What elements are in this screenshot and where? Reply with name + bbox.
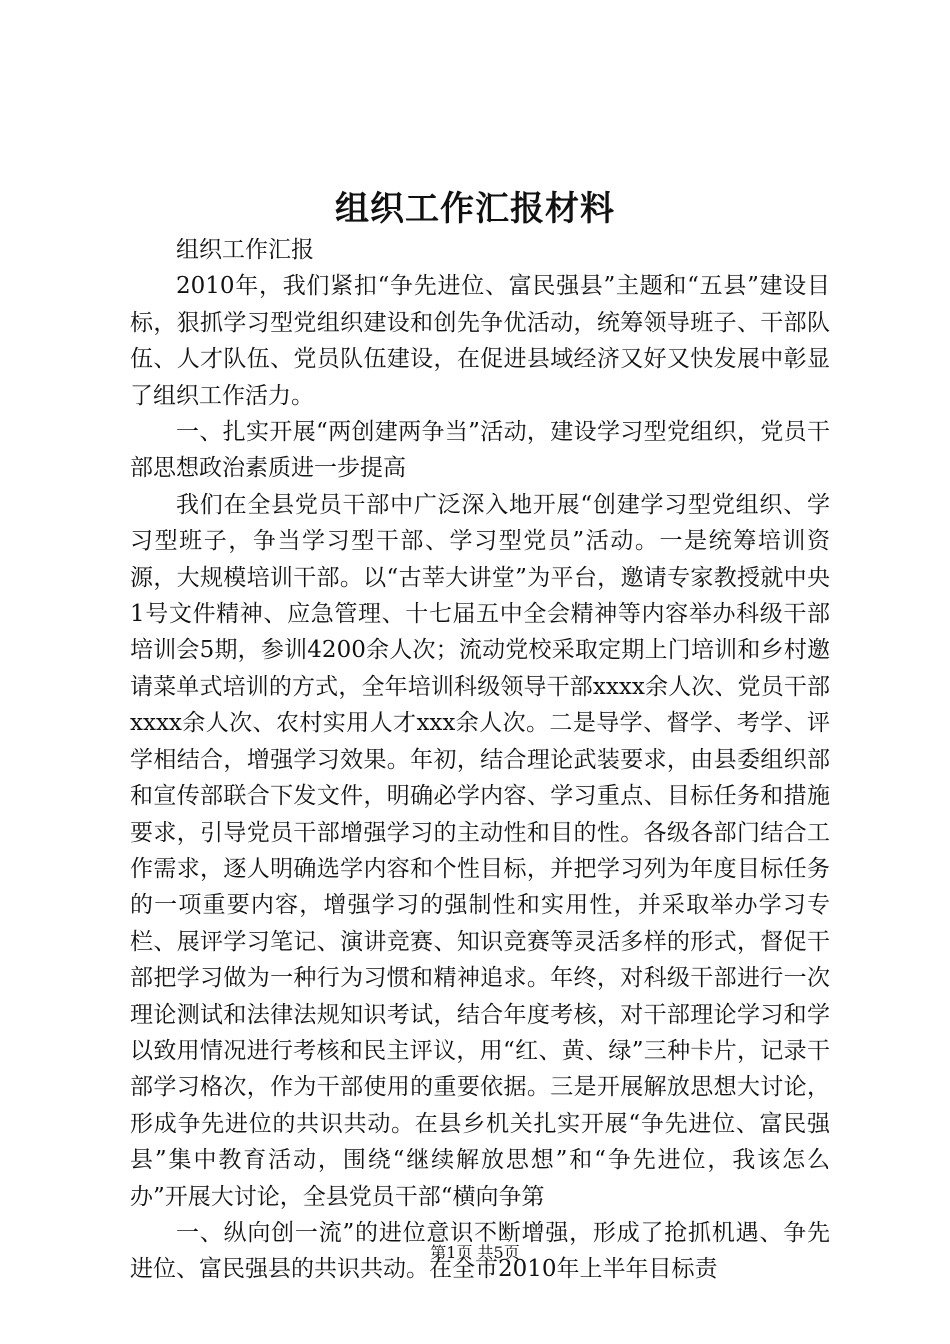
paragraph-intro: 2010年，我们紧扣“争先进位、富民强县”主题和“五县”建设目标，狠抓学习型党组织建设和创先争优活动，统筹领导班子、干部队伍、人才队伍、党员队伍建设，在促进县域经济又好又快发展中彰显了组织工作活力。 <box>130 273 830 409</box>
paragraph-continuation: 一、纵向创一流”的进位意识不断增强，形成了抢抓机遇、争先进位、富民强县的共识共动。在全市2010年上半年目标责 <box>130 1219 830 1283</box>
document-title: 组织工作汇报材料 <box>335 189 615 229</box>
paragraph-section-1-body: 我们在全县党员干部中广泛深入地开展“创建学习型党组织、学习型班子，争当学习型干部、学习型党员”活动。一是统筹培训资源，大规模培训干部。以“古莘大讲堂”为平台，邀请专家教授就中央1号文件精神、应急管理、十七届五中全会精神等内容举办科级干部培训会5期，参训4200余人次；流动党校采取定期上门培训和乡村邀请菜单式培训的方式，全年培训科级领导干部xxxx余人次、党员干部xxxx余人次、农村实用人才xxx余人次。二是导学、督学、考学、评学相结合，增强学习效果。年初，结合理论武装要求，由县委组织部和宣传部联合下发文件，明确必学内容、学习重点、目标任务和措施要求，引导党员干部增强学习的主动性和目的性。各级各部门结合工作需求，逐人明确选学内容和个性目标，并把学习列为年度目标任务的一项重要内容，增强学习的强制性和实用性，并采取举办学习专栏、展评学习笔记、演讲竞赛、知识竞赛等灵活多样的形式，督促干部把学习做为一种行为习惯和精神追求。年终，对科级干部进行一次理论测试和法律法规知识考试，结合年度考核，对干部理论学习和学以致用情况进行考核和民主评议，用“红、黄、绿”三种卡片，记录干部学习格次，作为干部使用的重要依据。三是开展解放思想大讨论，形成争先进位的共识共动。在县乡机关扎实开展“争先进位、富民强县”集中教育活动，围绕“继续解放思想”和“争先进位，我该怎么办”开展大讨论，全县党员干部“横向争第 <box>130 491 830 1210</box>
page-number-footer: 第1页 共5页 <box>430 1243 520 1262</box>
paragraph-heading-label: 组织工作汇报 <box>176 237 314 263</box>
section-heading-1: 一、扎实开展“两创建两争当”活动，建设学习型党组织，党员干部思想政治素质进一步提高 <box>130 419 830 482</box>
document-body <box>130 232 830 1288</box>
